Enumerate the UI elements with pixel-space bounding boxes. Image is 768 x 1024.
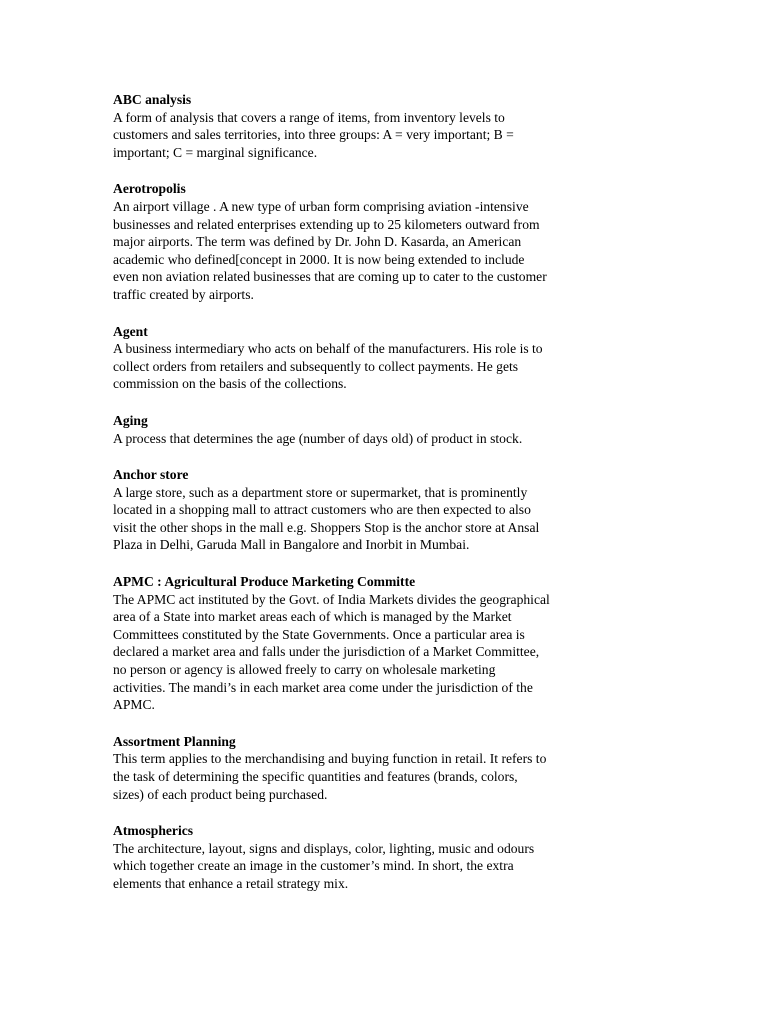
entry-term: Agent <box>113 323 148 339</box>
glossary-entry-assortment-planning <box>113 733 603 803</box>
glossary-entry-aerotropolis <box>113 180 603 303</box>
entry-definition: The APMC act instituted by the Govt. of India Markets divides the geographical area of a State into market areas each of which is managed by the Market Committees constituted by the State Governments. Once a particular area is declared a market area and falls under the jurisdiction of a Market Committee, no person or agency is allowed freely to carry on wholesale marketing activities. The mandi’s in each market area come under the jurisdiction of the APMC. <box>113 591 550 713</box>
glossary-entry-apmc <box>113 573 603 714</box>
entry-definition: A process that determines the age (number of days old) of product in stock. <box>113 430 523 446</box>
entry-term: APMC : Agricultural Produce Marketing Committe <box>113 574 416 590</box>
glossary-entry-atmospherics <box>113 822 603 892</box>
entry-term: Aging <box>113 412 148 428</box>
entry-term: Anchor store <box>113 467 189 483</box>
glossary-entry-agent <box>113 323 603 393</box>
entry-definition: A large store, such as a department store or supermarket, that is prominently located in a shopping mall to attract customers who are then expected to also visit the other shops in the mall e.g. Shoppers Stop is the anchor store at Ansal Plaza in Delhi, Garuda Mall in Bangalore and Inorbit in Mumbai. <box>113 484 540 553</box>
entry-definition: This term applies to the merchandising and buying function in retail. It refers to the task of determining the specific quantities and features (brands, colors, sizes) of each product being purchased. <box>113 751 547 802</box>
entry-definition: A form of analysis that covers a range of items, from inventory levels to customers and sales territories, into three groups: A = very important; B = important; C = marginal significance. <box>113 109 514 160</box>
glossary-entry-abc-analysis <box>113 91 603 161</box>
entry-term: ABC analysis <box>113 92 192 107</box>
entry-term: Assortment Planning <box>113 733 236 749</box>
entry-definition: The architecture, layout, signs and displays, color, lighting, music and odours which together create an image in the customer’s mind. In short, the extra elements that enhance a retail strategy mix. <box>113 840 535 891</box>
entry-definition: A business intermediary who acts on behalf of the manufacturers. His role is to collect orders from retailers and subsequently to collect payments. He gets commission on the basis of the collections. <box>113 341 543 392</box>
glossary-entry-anchor-store <box>113 466 603 554</box>
entry-definition: An airport village . A new type of urban form comprising aviation -intensive businesses and related enterprises extending up to 25 kilometers outward from major airports. The term was defined by Dr. John D. Kasarda, an American academic who defined[concept in 2000. It is now being extended to include even non aviation related businesses that are coming up to cater to the customer traffic created by airports. <box>113 198 547 302</box>
entry-term: Atmospherics <box>113 823 194 839</box>
entry-term: Aerotropolis <box>113 181 186 197</box>
document-page <box>113 91 603 912</box>
glossary-entry-aging <box>113 412 603 447</box>
